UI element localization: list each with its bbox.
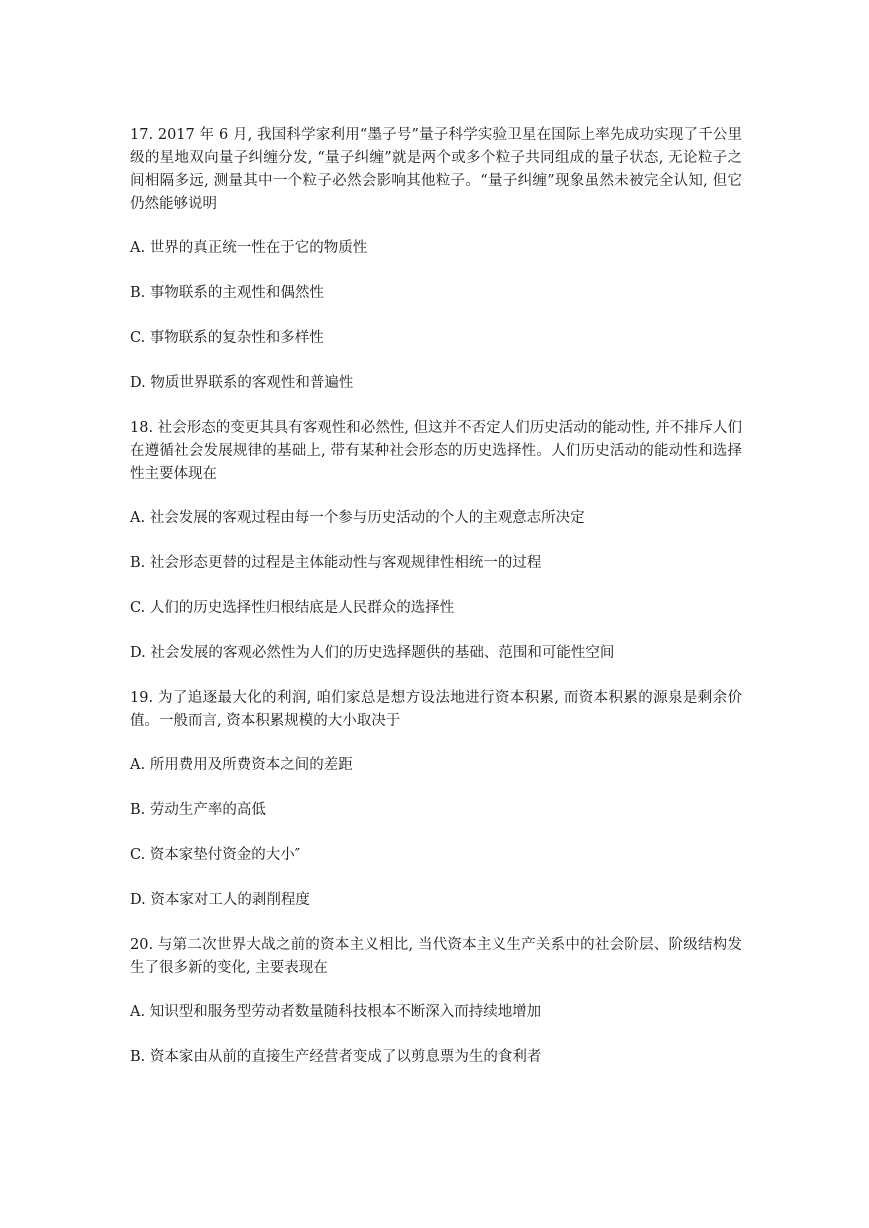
- question-18-option-a: A. 社会发展的客观过程由每一个参与历史活动的个人的主观意志所决定: [130, 510, 585, 526]
- question-17-stem: 17. 2017 年 6 月, 我国科学家利用“墨子号”量子科学实验卫星在国际上率先成功实现了千公里级的星地双向量子纠缠分发, “量子纠缠”就是两个或多个粒子共同组成的量子状态, 无论粒子之间相隔多远, 测量其中一个粒子必然会影响其他粒子。“量子纠缠”现象虽然未被完全认知, 但它仍然能够说明: [130, 127, 742, 212]
- question-19-stem: 19. 为了追逐最大化的利润, 咱们家总是想方设法地进行资本积累, 而资本积累的源泉是剩余价值。一般而言, 资本积累规模的大小取决于: [130, 690, 742, 729]
- question-17-option-d: D. 物质世界联系的客观性和普遍性: [130, 375, 354, 391]
- question-20-option-a: A. 知识型和服务型劳动者数量随科技根本不断深入而持续地增加: [130, 1004, 542, 1020]
- question-20-option-b: B. 资本家由从前的直接生产经营者变成了以剪息票为生的食利者: [130, 1049, 542, 1065]
- question-17-option-c: C. 事物联系的复杂性和多样性: [130, 330, 324, 346]
- question-18-option-c: C. 人们的历史选择性归根结底是人民群众的选择性: [130, 600, 455, 616]
- question-20-stem: 20. 与第二次世界大战之前的资本主义相比, 当代资本主义生产关系中的社会阶层、阶级结构发生了很多新的变化, 主要表现在: [130, 937, 742, 976]
- question-19-option-d: D. 资本家对工人的剥削程度: [130, 892, 310, 908]
- question-19-option-c: C. 资本家垫付资金的大小″: [130, 847, 301, 863]
- question-17-option-b: B. 事物联系的主观性和偶然性: [130, 285, 324, 301]
- document-page: [130, 124, 742, 1091]
- question-18-option-b: B. 社会形态更替的过程是主体能动性与客观规律性相统一的过程: [130, 555, 542, 571]
- question-19-option-a: A. 所用费用及所费资本之间的差距: [130, 757, 353, 773]
- question-18-option-d: D. 社会发展的客观必然性为人们的历史选择题供的基础、范围和可能性空间: [130, 645, 615, 661]
- question-19-option-b: B. 劳动生产率的高低: [130, 802, 266, 818]
- question-18-stem: 18. 社会形态的变更其具有客观性和必然性, 但这并不否定人们历史活动的能动性, 并不排斥人们在遵循社会发展规律的基础上, 带有某种社会形态的历史选择性。人们历史活动的能动性和选择性主要体现在: [130, 420, 742, 482]
- question-17-option-a: A. 世界的真正统一性在于它的物质性: [130, 240, 368, 256]
